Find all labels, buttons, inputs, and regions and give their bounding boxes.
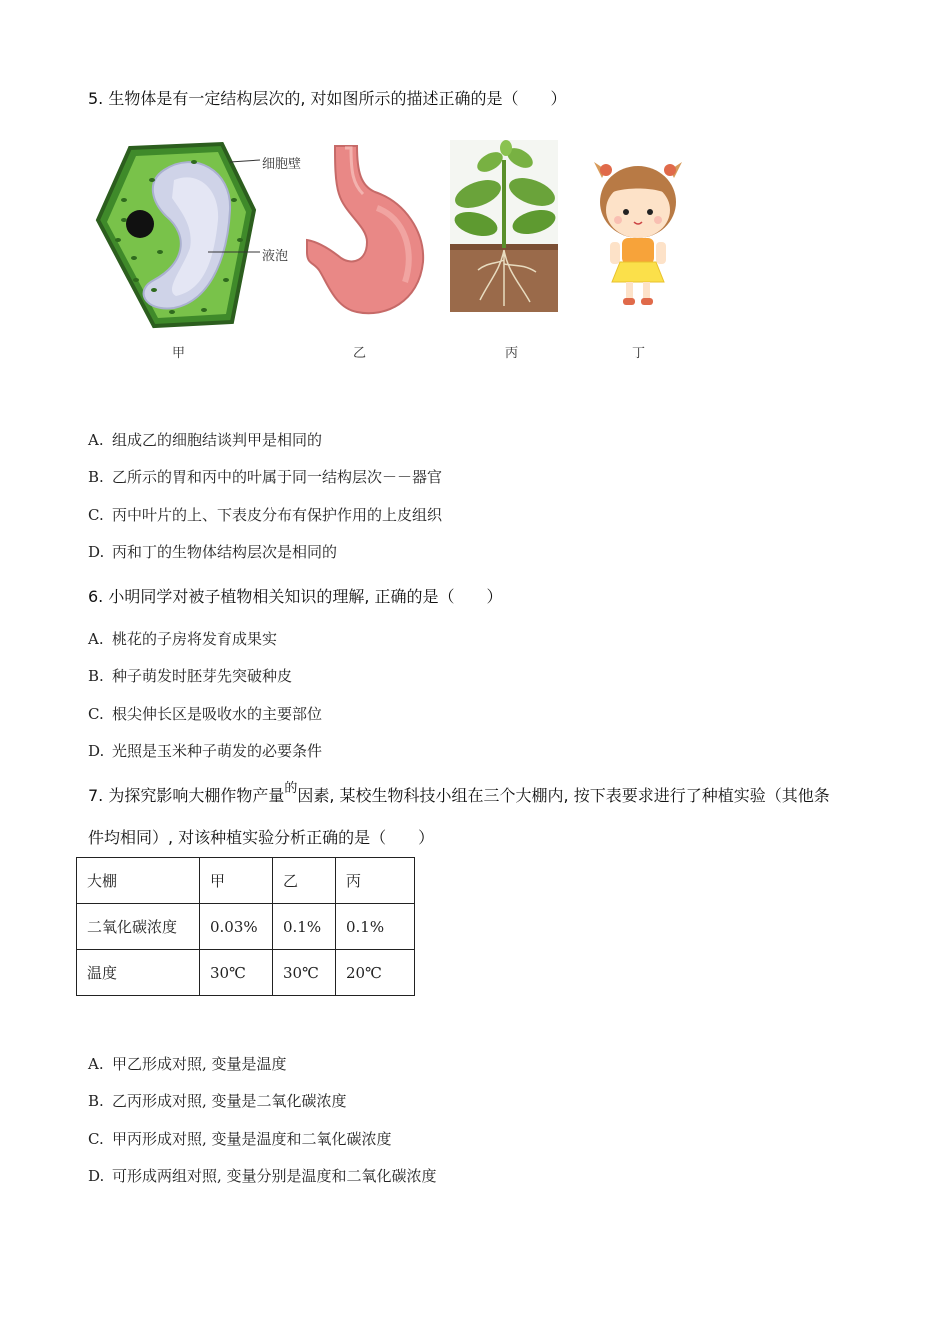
- q7-option-c: [88, 1129, 392, 1149]
- table-row: [77, 950, 415, 996]
- table-row: [77, 904, 415, 950]
- option-letter: D.: [88, 1167, 105, 1185]
- q7-option-b: [88, 1091, 347, 1111]
- caption-ding: 丁: [632, 346, 646, 361]
- option-text: 乙丙形成对照, 变量是二氧化碳浓度: [112, 1092, 347, 1110]
- option-text: 种子萌发时胚芽先突破种皮: [112, 667, 293, 685]
- q5-option-a: [88, 430, 322, 450]
- q5-option-d: [88, 542, 337, 562]
- caption-jia: 甲: [172, 346, 186, 361]
- table-row: [77, 858, 415, 904]
- vacuole-label: 液泡: [262, 249, 289, 264]
- q6-option-d: [88, 741, 322, 761]
- q7-stem-sup: 的: [284, 781, 298, 796]
- option-letter: C.: [88, 705, 104, 723]
- option-letter: A.: [88, 431, 104, 449]
- option-letter: C.: [88, 506, 104, 524]
- cell-wall-label: 细胞壁: [262, 157, 302, 172]
- table-cell: 温度: [77, 950, 200, 996]
- table-cell: 30℃: [200, 950, 273, 996]
- option-text: 桃花的子房将发育成果实: [112, 630, 278, 648]
- option-text: 甲乙形成对照, 变量是温度: [112, 1055, 287, 1073]
- q6-option-c: [88, 704, 322, 724]
- table-cell: 乙: [273, 858, 336, 904]
- option-text: 根尖伸长区是吸收水的主要部位: [112, 705, 323, 723]
- option-letter: B.: [88, 1092, 104, 1110]
- plant-figure: [450, 140, 558, 312]
- experiment-table: [76, 857, 415, 996]
- table-cell: 大棚: [77, 858, 200, 904]
- q7-stem-line1: [88, 781, 830, 809]
- q5-option-c: [88, 505, 442, 525]
- option-text: 甲丙形成对照, 变量是温度和二氧化碳浓度: [112, 1130, 392, 1148]
- option-text: 可形成两组对照, 变量分别是温度和二氧化碳浓度: [112, 1167, 437, 1185]
- option-letter: C.: [88, 1130, 104, 1148]
- option-letter: B.: [88, 468, 104, 486]
- option-text: 丙和丁的生物体结构层次是相同的: [112, 543, 338, 561]
- table-cell: 甲: [200, 858, 273, 904]
- q7-stem-line2: 件均相同）, 对该种植实验分析正确的是（ ）: [88, 828, 435, 847]
- option-letter: D.: [88, 543, 105, 561]
- q6-option-a: [88, 629, 277, 649]
- q5-option-b: [88, 467, 442, 487]
- caption-bing: 丙: [505, 346, 519, 361]
- table-cell: 二氧化碳浓度: [77, 904, 200, 950]
- table-cell: 0.1%: [273, 904, 336, 950]
- stomach-figure: [305, 142, 430, 320]
- table-cell: 30℃: [273, 950, 336, 996]
- q7-option-d: [88, 1166, 437, 1186]
- option-letter: B.: [88, 667, 104, 685]
- option-letter: D.: [88, 742, 105, 760]
- table-cell: 20℃: [336, 950, 415, 996]
- option-text: 光照是玉米种子萌发的必要条件: [112, 742, 323, 760]
- table-cell: 0.1%: [336, 904, 415, 950]
- option-text: 丙中叶片的上、下表皮分布有保护作用的上皮组织: [112, 506, 443, 524]
- q7-stem-part2: 因素, 某校生物科技小组在三个大棚内, 按下表要求进行了种植实验（其他条: [297, 786, 830, 805]
- table-cell: 0.03%: [200, 904, 273, 950]
- table-cell: 丙: [336, 858, 415, 904]
- q7-stem-part1: 7. 为探究影响大棚作物产量: [88, 786, 285, 805]
- option-letter: A.: [88, 1055, 104, 1073]
- option-text: 组成乙的细胞结谈判甲是相同的: [112, 431, 323, 449]
- q6-option-b: [88, 666, 292, 686]
- option-text: 乙所示的胃和丙中的叶属于同一结构层次－－器官: [112, 468, 443, 486]
- q6-stem: 6. 小明同学对被子植物相关知识的理解, 正确的是（ ）: [88, 587, 503, 606]
- q5-stem: 5. 生物体是有一定结构层次的, 对如图所示的描述正确的是（ ）: [88, 89, 567, 108]
- option-letter: A.: [88, 630, 104, 648]
- caption-yi: 乙: [353, 346, 367, 361]
- girl-figure: [592, 156, 684, 308]
- q7-option-a: [88, 1054, 287, 1074]
